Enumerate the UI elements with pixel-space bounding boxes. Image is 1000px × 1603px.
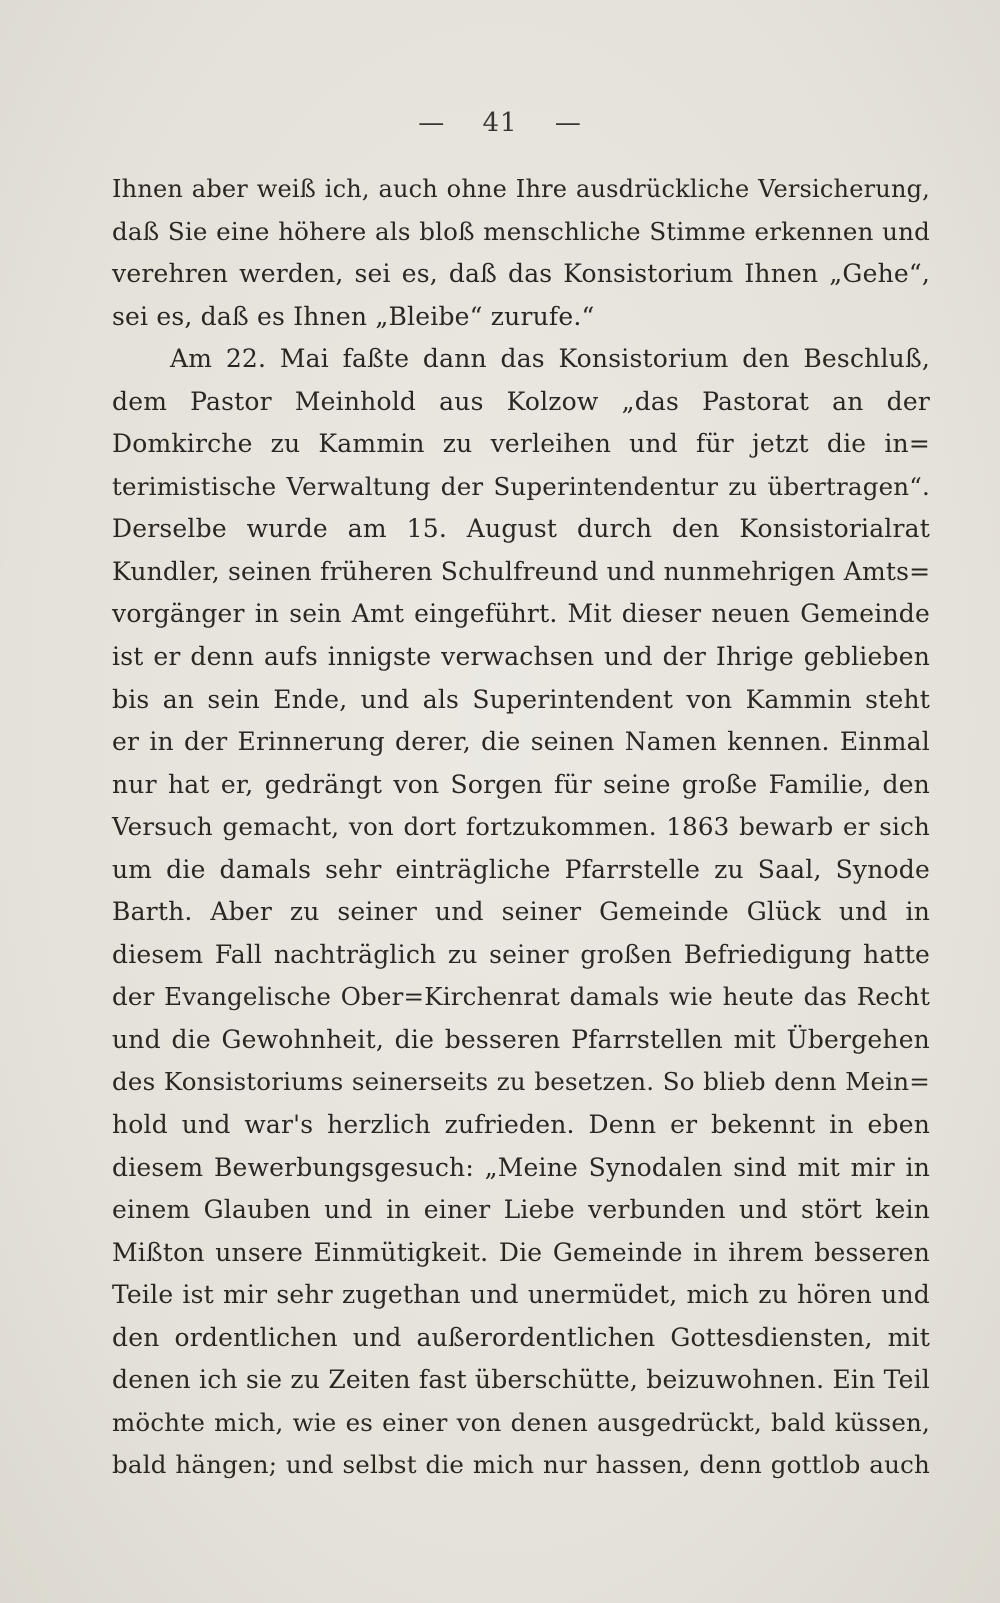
text-line: denen ich sie zu Zeiten fast überschütte, beizuwohnen. Ein Teil [112, 1365, 930, 1395]
text-line: er in der Erinnerung derer, die seinen Namen kennen. Einmal [112, 727, 930, 757]
text-line: nur hat er, gedrängt von Sorgen für seine große Familie, den [112, 769, 930, 799]
text-line: Am 22. Mai faßte dann das Konsistorium den Beschluß, [170, 344, 930, 374]
text-line: diesem Bewerbungsgesuch: „Meine Synodalen sind mit mir in [112, 1152, 930, 1182]
text-line: diesem Fall nachträglich zu seiner großen Befriedigung hatte [112, 939, 930, 969]
text-line: bald hängen; und selbst die mich nur hassen, denn gottlob auch [112, 1450, 930, 1480]
text-line: möchte mich, wie es einer von denen ausgedrückt, bald küssen, [112, 1407, 930, 1437]
text-line: daß Sie eine höhere als bloß menschliche Stimme erkennen und [112, 216, 930, 246]
text-line: des Konsistoriums seinerseits zu besetzen. So blieb denn Mein= [112, 1067, 930, 1097]
text-line: bis an sein Ende, und als Superintendent von Kammin steht [112, 684, 930, 714]
text-line: Teile ist mir sehr zugethan und unermüdet, mich zu hören und [112, 1280, 930, 1310]
text-line: Versuch gemacht, von dort fortzukommen. 1863 bewarb er sich [112, 812, 930, 842]
text-line: dem Pastor Meinhold aus Kolzow „das Pastorat an der [112, 386, 930, 416]
text-line: terimistische Verwaltung der Superintendentur zu übertragen“. [112, 471, 930, 501]
text-line: den ordentlichen und außerordentlichen Gottesdiensten, mit [112, 1322, 930, 1352]
text-line: verehren werden, sei es, daß das Konsistorium Ihnen „Gehe“, [112, 259, 930, 289]
text-line: Barth. Aber zu seiner und seiner Gemeinde Glück und in [112, 897, 930, 927]
text-line: und die Gewohnheit, die besseren Pfarrstellen mit Übergehen [112, 1024, 930, 1054]
text-line: um die damals sehr einträgliche Pfarrstelle zu Saal, Synode [112, 854, 930, 884]
header-dash-left: — [418, 108, 446, 138]
body-text [112, 168, 930, 1487]
text-line: Kundler, seinen früheren Schulfreund und nunmehrigen Amts= [112, 556, 931, 586]
text-line: Ihnen aber weiß ich, auch ohne Ihre ausdrückliche Versicherung, [112, 175, 930, 203]
text-line: der Evangelische Ober=Kirchenrat damals wie heute das Recht [112, 982, 930, 1012]
text-line: vorgänger in sein Amt eingeführt. Mit dieser neuen Gemeinde [112, 599, 930, 629]
text-line: sei es, daß es Ihnen „Bleibe“ zurufe.“ [112, 301, 595, 331]
text-line: einem Glauben und in einer Liebe verbunden und stört kein [112, 1195, 930, 1225]
text-line: ist er denn aufs innigste verwachsen und der Ihrige geblieben [112, 642, 930, 672]
page-header [0, 108, 1000, 138]
header-dash-right: — [554, 108, 582, 138]
text-line: Mißton unsere Einmütigkeit. Die Gemeinde in ihrem besseren [112, 1237, 930, 1267]
text-line: Derselbe wurde am 15. August durch den Konsistorialrat [112, 514, 930, 544]
page-number: 41 [482, 108, 518, 138]
text-line: Domkirche zu Kammin zu verleihen und für jetzt die in= [112, 429, 930, 459]
text-line: hold und war's herzlich zufrieden. Denn er bekennt in eben [112, 1110, 930, 1140]
